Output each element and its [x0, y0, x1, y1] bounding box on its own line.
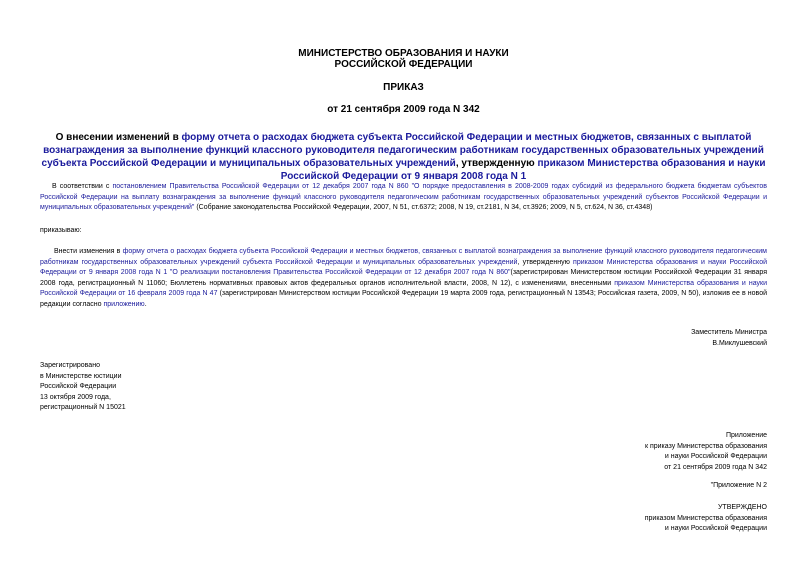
document-title — [40, 131, 767, 183]
signature-position: Заместитель Министра — [691, 329, 767, 336]
orders-label: приказываю: — [40, 227, 82, 234]
title-prefix: О внесении изменений в — [55, 132, 182, 143]
title-middle: , утвержденную — [455, 158, 538, 169]
order-link-order1[interactable]: приказом Министерства образования и науки Российской Федерации от 9 января 2008 года N 1 "О реализации постановления Правительства Российской Федерации от 12 декабря 2007 года N 860" — [40, 258, 767, 276]
doc-date: от 21 сентября 2009 года N 342 — [327, 104, 480, 115]
appendix-line2: к приказу Министерства образования — [644, 442, 767, 450]
registration-line3: Российской Федерации — [40, 383, 117, 390]
title-link-order[interactable]: приказом Министерства образования и науки Российской Федерации от 9 января 2008 года N 1 — [280, 158, 766, 182]
approved-label: УТВЕРЖДЕНО — [717, 504, 767, 511]
approval-block — [467, 503, 767, 535]
appendix-line3: и науки Российской Федерации — [664, 453, 767, 460]
appendix-label: "Приложение N 2 — [710, 482, 767, 489]
order-text-3: (зарегистрирован Министерством юстиции Российской Федерации 31 января 2008 года, регистрационный N 11060; Бюллетень нормативных правовых актов федеральных органов исполнительной власти, 2008, N 12), с изменениями, внесенными — [40, 269, 768, 287]
preamble-text-end: (Собрание законодательства Российской Федерации, 2007, N 51, ст.6372; 2008, N 19, ст.2181, N 34, ст.3926; 2009, N 5, ст.624, N 36, ст.4348) — [194, 204, 653, 211]
signature-block — [467, 328, 767, 349]
doc-type: ПРИКАЗ — [383, 82, 424, 93]
order-text-4: (зарегистрирован Министерством юстиции Российской Федерации 19 марта 2009 года, регистрационный N 13543; Российская газета, 2009, N 50), изложив ее в новой редакции согласно — [40, 290, 768, 308]
order-paragraph — [40, 247, 767, 310]
registration-line4: 13 октября 2009 года, — [40, 393, 111, 401]
approved-line3: и науки Российской Федерации — [664, 525, 767, 532]
registration-line1: Зарегистрировано — [40, 362, 100, 369]
ministry-name-line1: МИНИСТЕРСТВО ОБРАЗОВАНИЯ И НАУКИ — [298, 48, 509, 59]
appendix-line4: от 21 сентября 2009 года N 342 — [664, 463, 767, 471]
registration-block — [40, 361, 290, 414]
ministry-name-line2: РОССИЙСКОЙ ФЕДЕРАЦИИ — [334, 59, 473, 70]
appendix-block — [467, 431, 767, 473]
signature-name: В.Миклушевский — [712, 339, 767, 347]
preamble-link-resolution[interactable]: постановлением Правительства Российской Федерации от 12 декабря 2007 года N 860 "О порядке предоставления в 2008-2009 годах субсидий из федерального бюджета бюджетам субъектов Российской Федерации на выплату вознаграждения за выполнение функций классного руководителя педагогическим работникам государственных образовательных учреждений субъектов Российской Федерации и муниципальных образовательных учреждений" — [40, 183, 767, 211]
preamble-paragraph — [40, 182, 767, 214]
title-link-form[interactable]: форму отчета о расходах бюджета субъекта Российской Федерации и местных бюджетов, связанных с выплатой вознаграждения за выполнение функций классного руководителя педагогическим работникам государственных образовательных учреждений субъекта Российской Федерации и муниципальных образовательных учреждений — [41, 132, 764, 169]
preamble-text-start: В соответствии с — [52, 183, 113, 190]
appendix-line1: Приложение — [725, 432, 767, 439]
registration-line5: регистрационный N 15021 — [40, 404, 126, 411]
order-text-2: , утвержденную — [517, 258, 574, 266]
order-link-appendix[interactable]: приложению — [103, 300, 145, 308]
registration-line2: в Министерстве юстиции — [40, 372, 122, 380]
order-link-order47[interactable]: приказом Министерства образования и науки Российской Федерации от 16 февраля 2009 года N 47 — [40, 279, 767, 297]
approved-line2: приказом Министерства образования — [644, 514, 767, 522]
order-link-form[interactable]: форму отчета о расходах бюджета субъекта Российской Федерации и местных бюджетов, связанных с выплатой вознаграждения за выполнение функций классного руководителя педагогическим работникам государственных образовательных учреждений субъекта Российской Федерации и муниципальных образовательных учреждений — [40, 248, 767, 266]
order-text-1: Внести изменения в — [54, 248, 123, 255]
order-text-5: . — [144, 300, 147, 308]
